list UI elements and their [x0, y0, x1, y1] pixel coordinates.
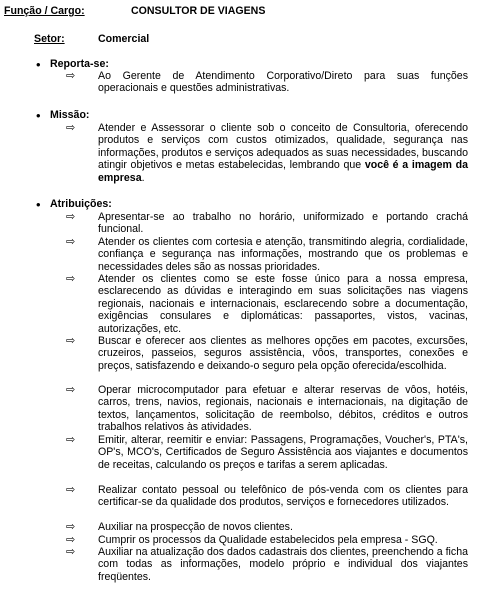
missao-text-regular: Atender e Assessorar o cliente sob o conceito de Consultoria, oferecendo produtos e serviços com custos otimizados, qualidade, segurança nas informações, produtos e serviços adequados as suas necessidades, buscando atingir objetivos e metas estabelecidas, lembrando que	[98, 122, 468, 172]
arrow-right-icon: ⇨	[66, 484, 76, 496]
missao-text-end: .	[141, 171, 145, 184]
arrow-right-icon: ⇨	[66, 236, 76, 248]
bullet-icon: •	[36, 197, 41, 212]
section-atribuicoes-title: Atribuições:	[50, 198, 112, 210]
arrow-right-icon: ⇨	[66, 384, 76, 396]
job-title-value: CONSULTOR DE VIAGENS	[131, 5, 266, 17]
atribuicao-item: Auxiliar na prospecção de novos clientes.	[98, 521, 293, 533]
arrow-right-icon: ⇨	[66, 521, 76, 533]
atribuicao-item: Cumprir os processos da Qualidade estabelecidos pela empresa - SGQ.	[98, 534, 438, 546]
arrow-right-icon: ⇨	[66, 211, 76, 223]
atribuicao-item: Realizar contato pessoal ou telefônico de pós-venda com os clientes para certificar-se da qualidade dos produtos, serviços e fornecedores utilizados.	[98, 484, 468, 509]
atribuicao-item: Atender os clientes com cortesia e atenção, transmitindo alegria, cordialidade, confiança e segurança nas informações, mostrando que os problemas e necessidades deles são as nossas prioridades.	[98, 236, 468, 273]
section-reporta-title: Reporta-se:	[50, 58, 109, 70]
bullet-icon: •	[36, 108, 41, 123]
arrow-right-icon: ⇨	[66, 273, 76, 285]
sector-value: Comercial	[98, 33, 150, 45]
reporta-item: Ao Gerente de Atendimento Corporativo/Direto para suas funções operacionais e questões administrativas.	[98, 70, 468, 95]
atribuicao-item: Buscar e oferecer aos clientes as melhores opções em pacotes, excursões, cruzeiros, passeios, seguros assistência, vôos, transportes, conexões e preços, satisfazendo e deixando-o seguro pela opção oferecida/escolhida.	[98, 335, 468, 372]
atribuicao-item: Auxiliar na atualização dos dados cadastrais dos clientes, preenchendo a ficha com todas as informações, modelo próprio e individual dos viajantes freqüentes.	[98, 546, 468, 583]
section-missao-title: Missão:	[50, 109, 90, 121]
arrow-right-icon: ⇨	[66, 434, 76, 446]
arrow-right-icon: ⇨	[66, 70, 76, 82]
atribuicao-item: Emitir, alterar, reemitir e enviar: Passagens, Programações, Voucher's, PTA's, OP's, MCO's, Certificados de Seguro Assistência aos viajantes e documentos de receitas, calculando os preços e tarifas a serem aplicadas.	[98, 434, 468, 471]
arrow-right-icon: ⇨	[66, 546, 76, 558]
sector-label: Setor:	[34, 33, 65, 45]
arrow-right-icon: ⇨	[66, 534, 76, 546]
arrow-right-icon: ⇨	[66, 335, 76, 347]
job-title-label: Função / Cargo:	[4, 5, 85, 17]
atribuicao-item: Apresentar-se ao trabalho no horário, uniformizado e portando crachá funcional.	[98, 211, 468, 236]
arrow-right-icon: ⇨	[66, 122, 76, 134]
atribuicao-item: Operar microcomputador para efetuar e alterar reservas de vôos, hotéis, carros, trens, navios, regionais, nacionais e internacionais, na digitação de textos, lançamentos, solicitação de reembolso, débitos, créditos e outros trabalhos relativos às atividades.	[98, 384, 468, 434]
bullet-icon: •	[36, 57, 41, 72]
atribuicao-item: Atender os clientes como se este fosse único para a nossa empresa, esclarecendo as dúvidas e interagindo em suas solicitações nas viagens regionais, nacionais e internacionais, esclarecendo sobre a documentação, exigências consulares e diplomáticas: passaportes, vistos, vacinas, autorizações, etc.	[98, 273, 468, 335]
missao-text-emphasis: você é a imagem da empresa	[98, 159, 468, 184]
missao-text	[98, 122, 468, 184]
